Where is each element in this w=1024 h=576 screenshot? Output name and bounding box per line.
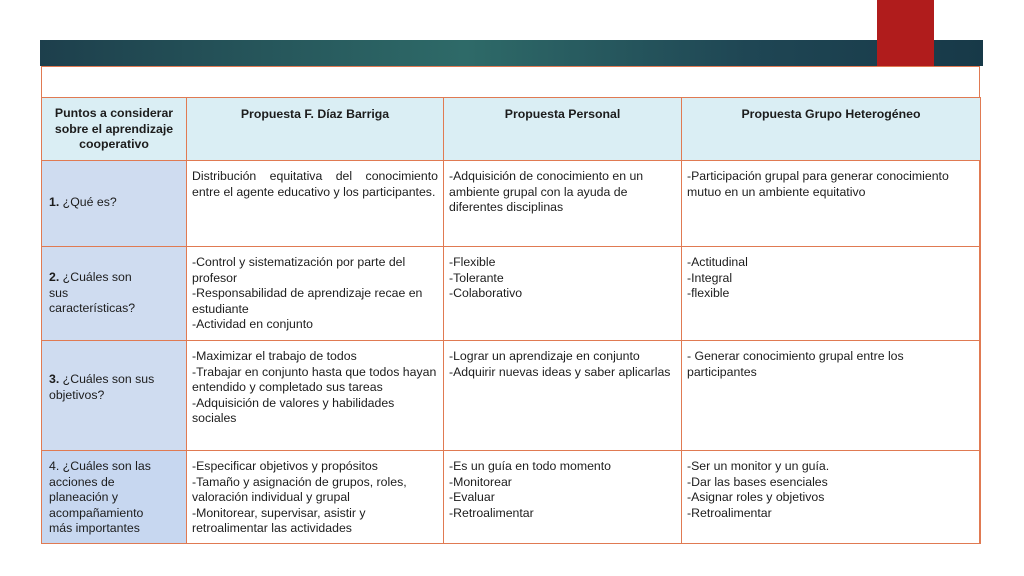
row-question: ¿Cuáles son las acciones de planeación y acompañamiento más importantes: [49, 459, 151, 536]
cell-grupo: -Actitudinal -Integral -flexible: [682, 247, 981, 341]
table-row: [42, 451, 981, 544]
row-number: 2.: [49, 270, 60, 284]
cell-personal: -Lograr un aprendizaje en conjunto -Adquirir nuevas ideas y saber aplicarlas: [444, 341, 682, 451]
title-band: [40, 40, 983, 66]
header-diaz: Propuesta F. Díaz Barriga: [187, 98, 444, 161]
header-grupo: Propuesta Grupo Heterogéneo: [682, 98, 981, 161]
row-question: ¿Cuáles son sus objetivos?: [49, 372, 155, 402]
table-row: [42, 341, 981, 451]
cell-grupo: - Generar conocimiento grupal entre los participantes: [682, 341, 981, 451]
header-personal: Propuesta Personal: [444, 98, 682, 161]
comparison-table: [41, 97, 981, 544]
table-row: [42, 161, 981, 247]
cell-diaz: Distribución equitativa del conocimiento entre el agente educativo y los participantes.: [187, 161, 444, 247]
row-number: 3.: [49, 372, 60, 386]
row-question: ¿Qué es?: [59, 195, 117, 209]
table-header-row: [42, 98, 981, 161]
row-label: [42, 341, 187, 451]
cell-personal: -Es un guía en todo momento -Monitorear -Evaluar -Retroalimentar: [444, 451, 682, 544]
row-number: 4.: [49, 459, 60, 473]
cell-grupo: -Ser un monitor y un guía. -Dar las bases esenciales -Asignar roles y objetivos -Retroalimentar: [682, 451, 981, 544]
header-points: Puntos a considerar sobre el aprendizaje cooperativo: [42, 98, 187, 161]
cell-diaz: -Control y sistematización por parte del profesor -Responsabilidad de aprendizaje recae en estudiante -Actividad en conjunto: [187, 247, 444, 341]
cell-grupo: -Participación grupal para generar conocimiento mutuo en un ambiente equitativo: [682, 161, 981, 247]
cell-diaz: -Maximizar el trabajo de todos -Trabajar en conjunto hasta que todos hayan entendido y completado sus tareas -Adquisición de valores y habilidades sociales: [187, 341, 444, 451]
cell-personal: -Adquisición de conocimiento en un ambiente grupal con la ayuda de diferentes disciplinas: [444, 161, 682, 247]
accent-tab: [877, 0, 934, 66]
cell-personal: -Flexible -Tolerante -Colaborativo: [444, 247, 682, 341]
table-row: [42, 247, 981, 341]
row-label: [42, 451, 187, 544]
row-question: ¿Cuáles son sus características?: [49, 270, 136, 316]
row-number: 1.: [49, 195, 60, 209]
row-label: [42, 247, 187, 341]
row-label: [42, 161, 187, 247]
cell-diaz: -Especificar objetivos y propósitos -Tamaño y asignación de grupos, roles, valoración individual y grupal -Monitorear, supervisar, asistir y retroalimentar las actividades: [187, 451, 444, 544]
